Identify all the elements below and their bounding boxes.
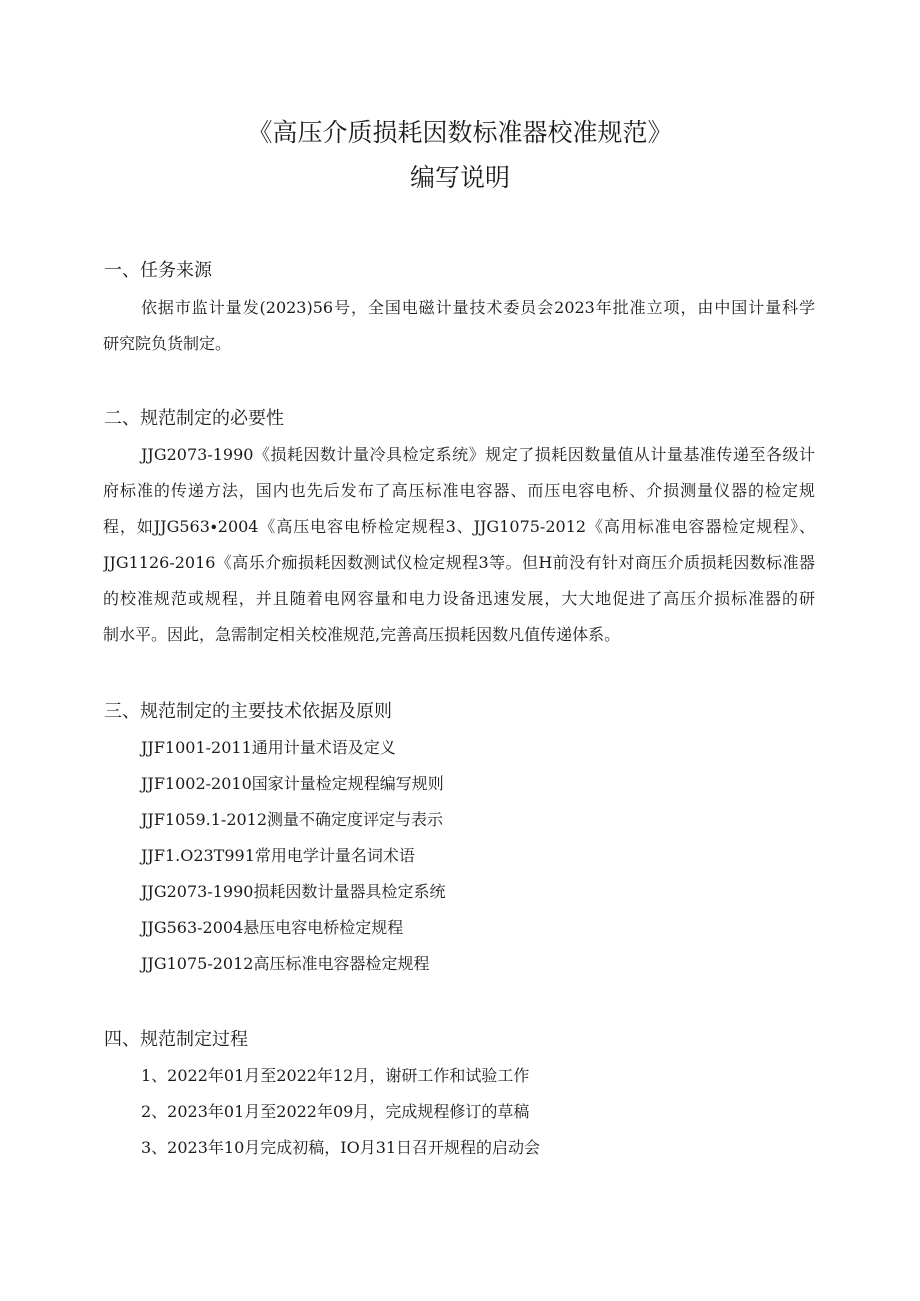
paragraph-line: 的校准规范或规程，并且随着电网容量和电力设备迅速发展，大大地促进了高压介损标准器的研 xyxy=(103,589,815,608)
list-item: JJF1001-2011通用计量术语及定义 xyxy=(141,738,396,757)
paragraph-line: 程，如JJG563∙2004《高压电容电桥检定规程3、JJG1075-2012《高用标准电容器检定规程》、 xyxy=(103,517,815,536)
section-4-heading: 四、规范制定过程 xyxy=(104,1029,248,1050)
section-3-reference-list xyxy=(141,730,445,982)
list-item: 2、2023年01月至2022年09月，完成规程修订的草稿 xyxy=(141,1102,530,1121)
list-item: JJF1059.1-2012测量不确定度评定与表示 xyxy=(141,810,444,829)
section-2-heading: 二、规范制定的必要性 xyxy=(104,408,284,429)
section-2-paragraph xyxy=(103,437,815,653)
list-item: JJG2073-1990损耗因数计量器具检定系统 xyxy=(141,882,446,901)
paragraph-line: 研究院负货制定。 xyxy=(103,334,232,353)
document-title: 《高压介质损耗因数标准器校准规范》 xyxy=(247,118,673,147)
paragraph-line: 依据市监计量发(2023)56号，全国电磁计量技术委员会2023年批准立项，由中国计量科学 xyxy=(141,298,815,317)
paragraph-line: 府标准的传递方法，国内也先后发布了高压标准电容器、而压电容电桥、介损测量仪器的检定规 xyxy=(103,481,815,500)
list-item: JJG1075-2012高压标准电容器检定规程 xyxy=(141,954,430,973)
section-1-heading: 一、任务来源 xyxy=(104,260,212,281)
list-item: JJF1002-2010国家计量检定规程编写规则 xyxy=(141,774,444,793)
paragraph-line: JJG2073-1990《损耗因数计量冷具检定系统》规定了损耗因数量值从计量基准传递至各级计 xyxy=(141,445,815,464)
paragraph-line: 制水平。因此，急需制定相关校准规范,完善高压损耗因数凡值传递体系。 xyxy=(103,625,621,644)
list-item: 3、2023年10月完成初稿，IO月31日召开规程的启动会 xyxy=(141,1138,541,1157)
list-item: JJG563-2004悬压电容电桥检定规程 xyxy=(141,918,404,937)
list-item: 1、2022年01月至2022年12月，谢研工作和试验工作 xyxy=(141,1066,530,1085)
paragraph-line: JJG1126-2016《高乐介痂损耗因数测试仪检定规程3等。但H前没有针对商压介质损耗因数标准器 xyxy=(103,553,815,572)
section-1-paragraph xyxy=(103,290,815,362)
section-4-process-list xyxy=(141,1058,540,1166)
section-3-heading: 三、规范制定的主要技术依据及原则 xyxy=(104,701,392,722)
document-subtitle: 编写说明 xyxy=(409,163,510,192)
list-item: JJF1.O23T991常用电学计量名词术语 xyxy=(141,846,415,865)
